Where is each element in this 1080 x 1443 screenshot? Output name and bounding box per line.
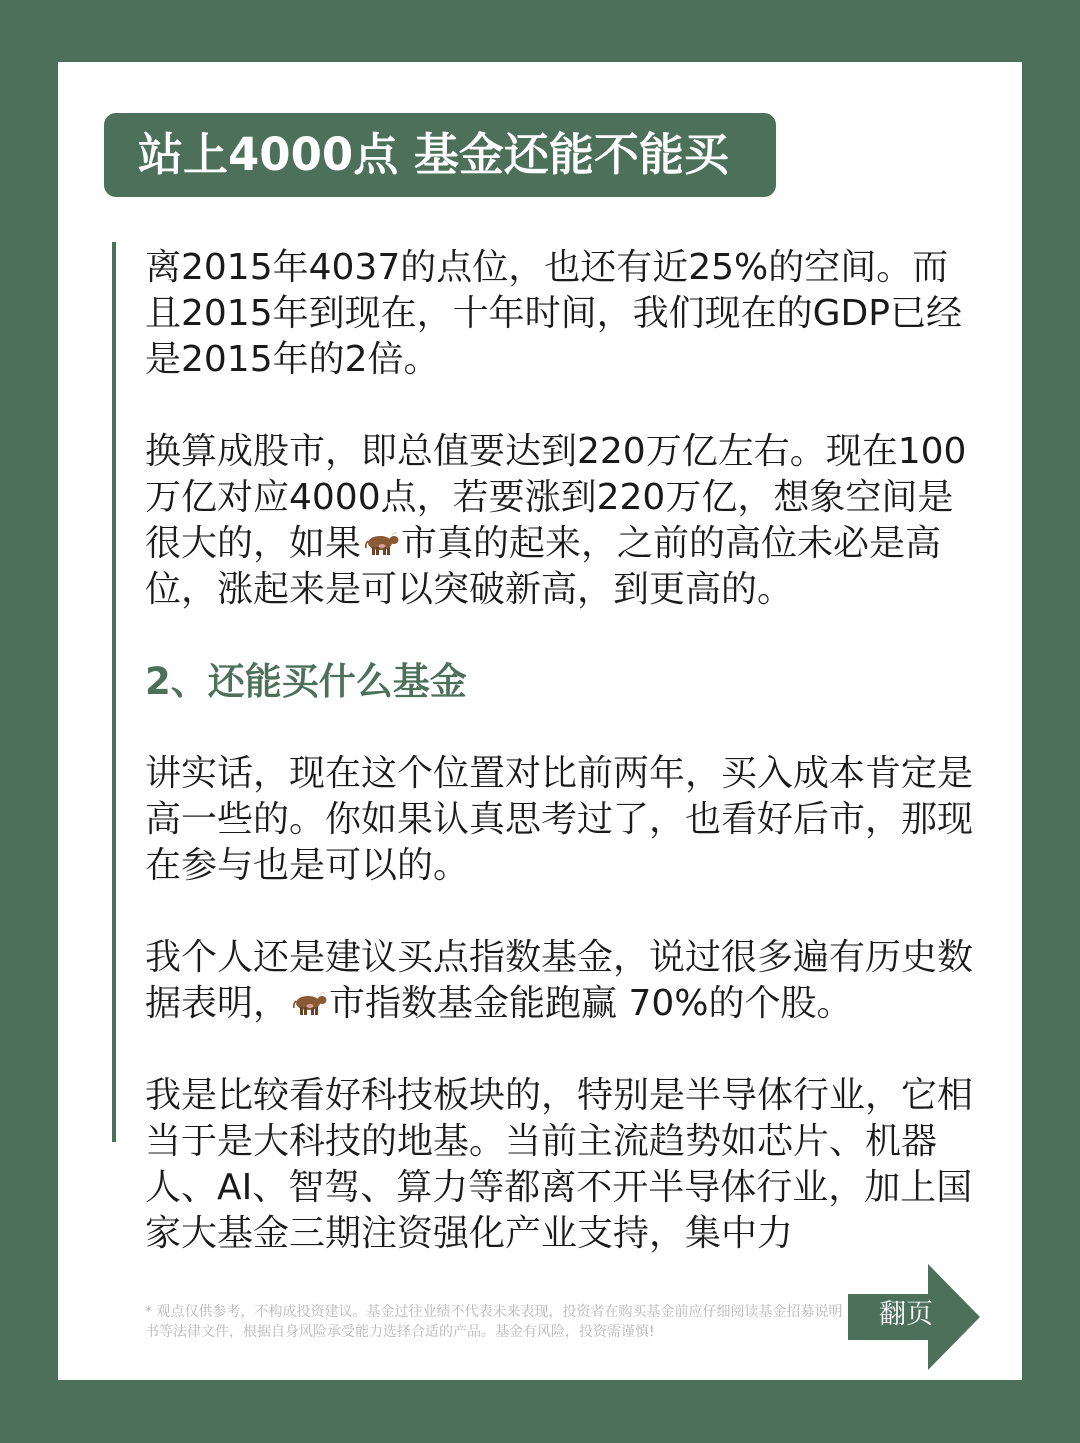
disclaimer-text: * 观点仅供参考，不构成投资建议。基金过往业绩不代表未来表现，投资者在购买基金前应仔细阅读基金招募说明书等法律文件，根据自身风险承受能力选择合适的产品。基金有风险，投资需谨慎! <box>145 1304 843 1340</box>
ox-icon <box>363 529 399 557</box>
section-heading: 2、还能买什么基金 <box>145 660 467 703</box>
paragraph-2-part-1: 换算成股市，即总值要达到220万亿左右。现在100万亿对应4000点，若要涨到220万亿，想象空间是很大的，如果 <box>145 431 967 564</box>
page-title: 站上4000点 基金还能不能买 <box>104 113 776 197</box>
accent-line <box>112 242 116 1142</box>
paragraph-4-part-2: 市指数基金能跑赢 70%的个股。 <box>329 983 853 1024</box>
paragraph-3: 讲实话，现在这个位置对比前两年，买入成本肯定是高一些的。你如果认真思考过了，也看好后市，那现在参与也是可以的。 <box>145 753 974 886</box>
content-card <box>58 62 1022 1380</box>
next-page-label: 翻页 <box>879 1299 933 1330</box>
paragraph-4 <box>145 935 975 1027</box>
paragraph-4-part-1: 我个人还是建议买点指数基金，说过很多遍有历史数据表明， <box>145 937 974 1024</box>
next-page-button[interactable] <box>848 1262 982 1372</box>
paragraph-5: 我是比较看好科技板块的，特别是半导体行业，它相当于是大科技的地基。当前主流趋势如芯片、机器人、AI、智驾、算力等都离不开半导体行业，加上国家大基金三期注资强化产业支持，集中力 <box>145 1075 974 1254</box>
paragraph-1: 离2015年4037的点位，也还有近25%的空间。而且2015年到现在，十年时间，我们现在的GDP已经是2015年的2倍。 <box>145 247 962 380</box>
paragraph-2-part-2: 市真的起来，之前的高位未必是高位，涨起来是可以突破新高，到更高的。 <box>145 523 942 610</box>
ox-icon <box>291 989 327 1017</box>
paragraph-2 <box>145 429 975 613</box>
article-body <box>145 245 975 1303</box>
